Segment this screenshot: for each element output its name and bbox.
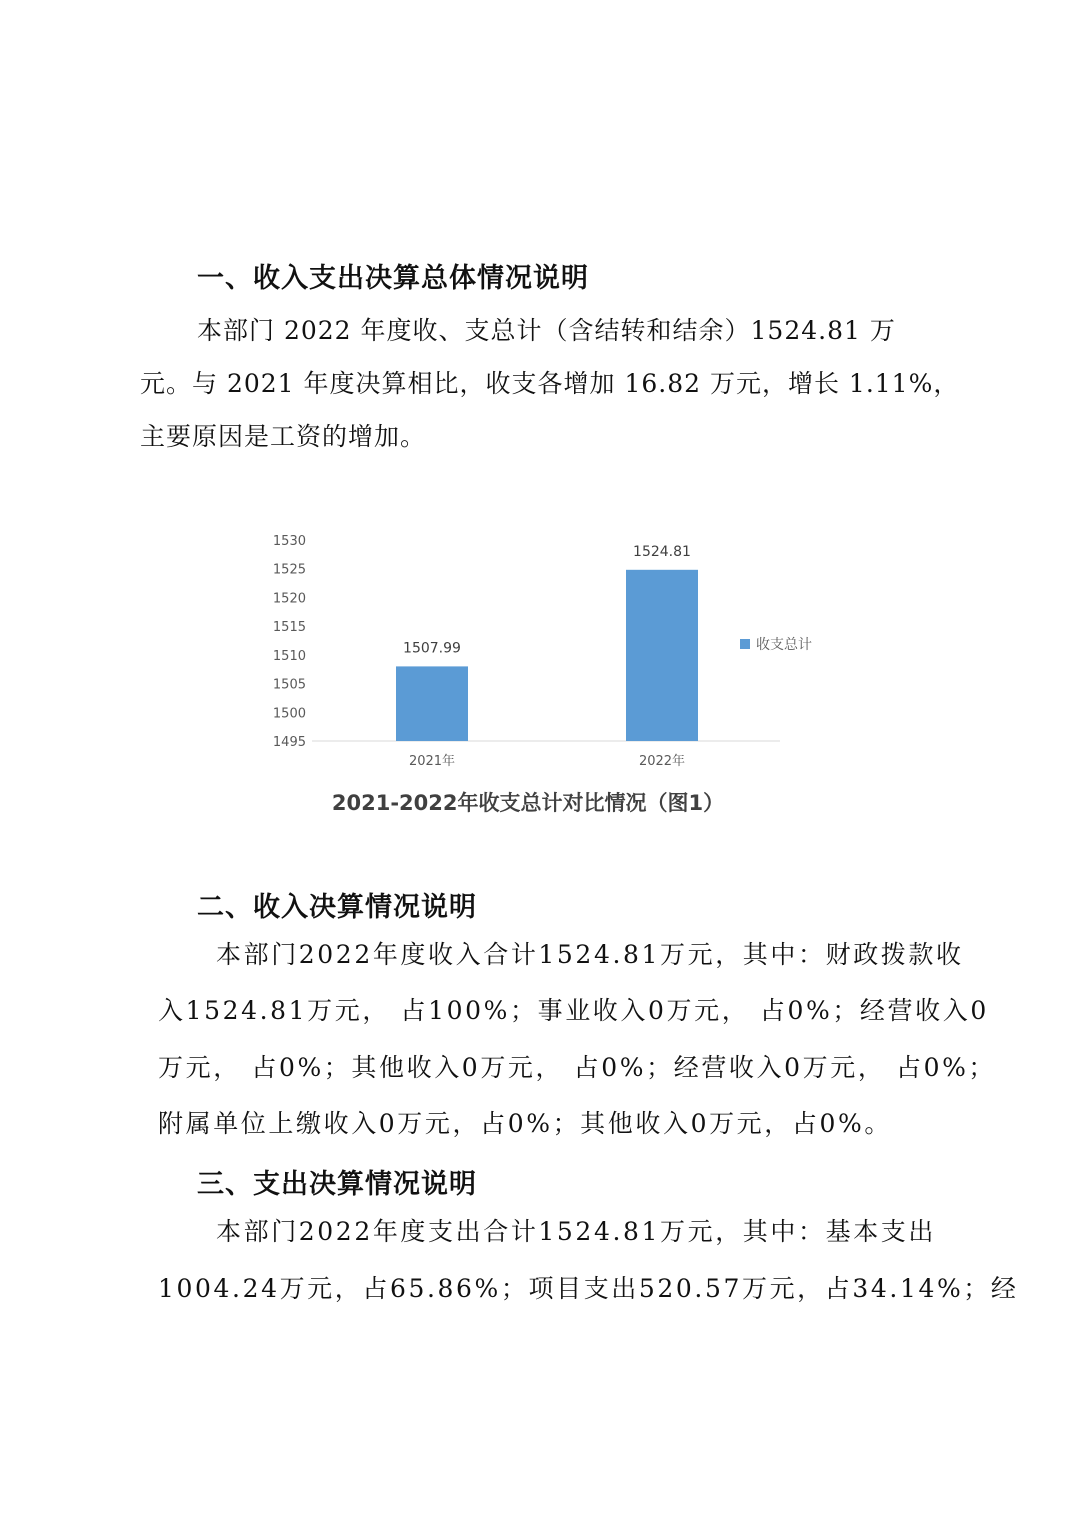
section-2-line-4: 附属单位上缴收入0万元，占0%；其他收入0万元，占0%。: [158, 1109, 892, 1138]
y-tick-label: 1495: [272, 735, 306, 750]
y-tick-label: 1530: [272, 534, 306, 549]
y-tick-label: 1515: [272, 620, 306, 636]
section-2-line-3: 万元， 占0%；其他收入0万元， 占0%；经营收入0万元， 占0%；: [158, 1053, 997, 1082]
section-1-line-2: 元。与 2021 年度决算相比，收支各增加 16.82 万元，增长 1.11%，: [140, 369, 960, 398]
y-tick-label: 1500: [272, 706, 306, 722]
bar-1: [396, 666, 468, 741]
x-category-label: 2021年: [408, 754, 456, 769]
y-tick-label: 1525: [272, 562, 306, 578]
bar-value-label: 1524.81: [633, 543, 691, 560]
bar-value-label: 1507.99: [403, 640, 461, 657]
chart-legend: [740, 636, 812, 653]
section-1-line-3: 主要原因是工资的增加。: [140, 422, 427, 451]
y-tick-label: 1520: [272, 591, 306, 607]
section-2-line-2: 入1524.81万元， 占100%；事业收入0万元， 占0%；经营收入0: [158, 996, 989, 1025]
section-3-line-1: 本部门2022年度支出合计1524.81万元，其中：基本支出: [216, 1217, 937, 1246]
section-1-line-1: 本部门 2022 年度收、支总计（含结转和结余）1524.81 万: [197, 316, 896, 345]
legend-swatch: [740, 639, 750, 649]
income-expense-bar-chart: [262, 525, 842, 830]
legend-label: 收支总计: [756, 637, 812, 653]
section-2-heading: 二、收入决算情况说明: [197, 892, 477, 923]
section-1-heading: 一、收入支出决算总体情况说明: [197, 263, 589, 294]
section-3-heading: 三、支出决算情况说明: [197, 1169, 477, 1200]
chart-title: 2021-2022年收支总计对比情况（图1）: [331, 791, 725, 815]
y-tick-label: 1505: [272, 677, 306, 693]
y-tick-label: 1510: [272, 648, 306, 664]
section-2-line-1: 本部门2022年度收入合计1524.81万元，其中：财政拨款收: [216, 940, 964, 969]
bar-2: [626, 570, 698, 741]
section-3-line-2: 1004.24万元，占65.86%；项目支出520.57万元，占34.14%；经: [158, 1274, 1019, 1303]
x-category-label: 2022年: [638, 754, 686, 769]
